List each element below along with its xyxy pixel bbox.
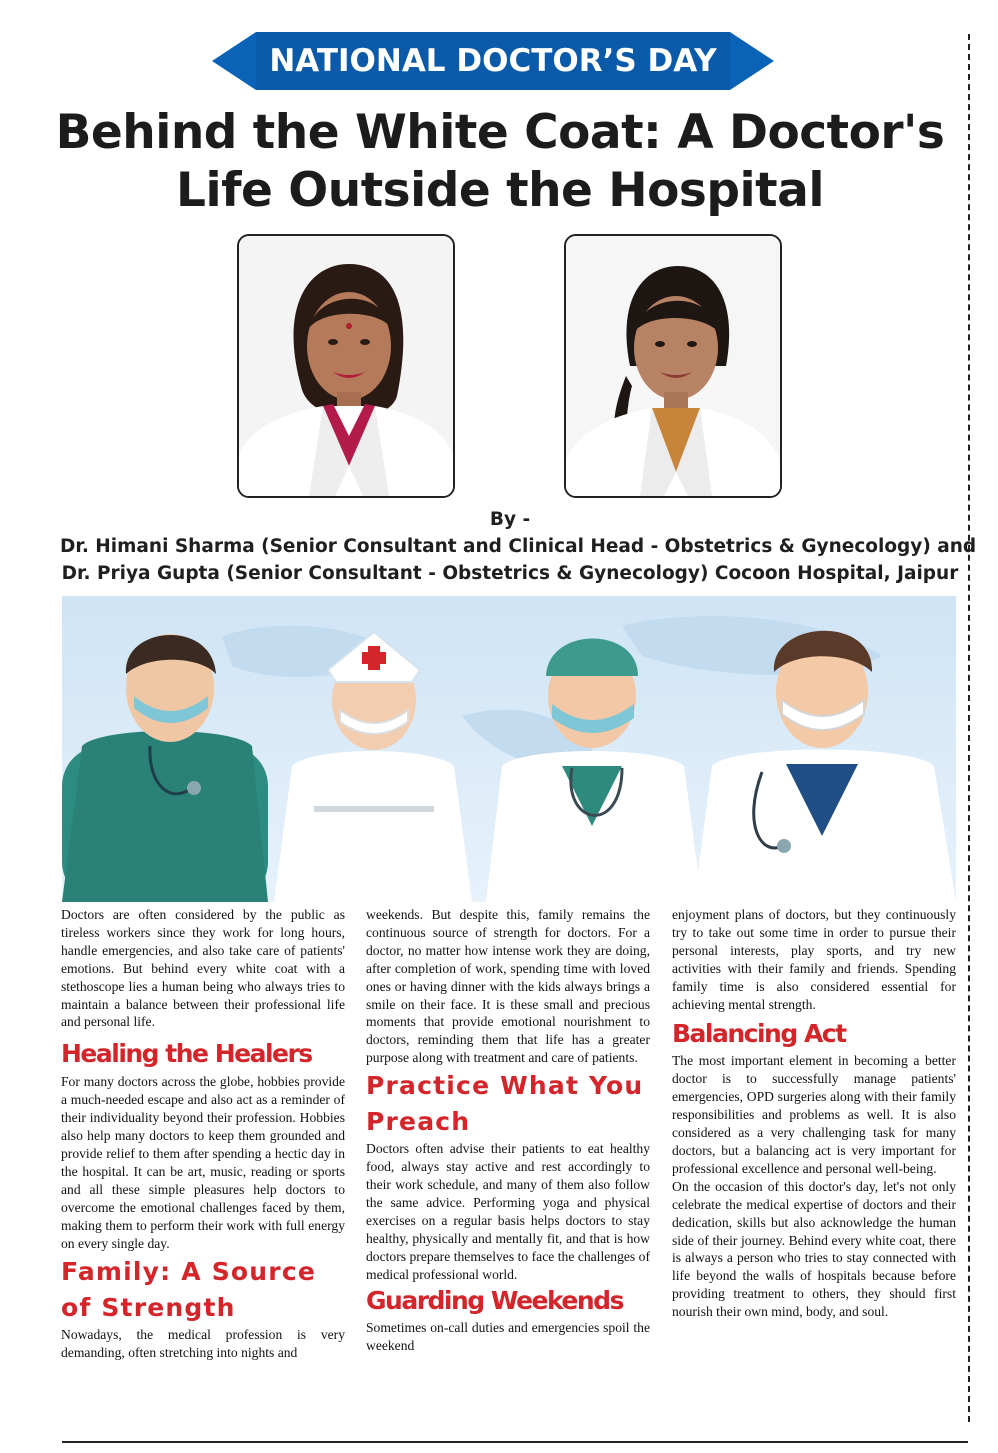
col3-para-1: enjoyment plans of doctors, but they continuously try to take out some time in order to pursue their personal interests, play sports, and try new activities with their family and friends. Spending family time is also considered essential for achieving mental strength. <box>672 907 956 1012</box>
hero-illustration-doctors <box>62 596 956 902</box>
bottom-rule <box>62 1441 968 1443</box>
section-banner <box>212 30 774 92</box>
heading-balancing-act: Balancing Act <box>672 1019 846 1049</box>
heading-practice-what-you-preach: Practice What You Preach <box>366 1071 644 1137</box>
article-column-2 <box>366 906 650 1355</box>
heading-healing-the-healers: Healing the Healers <box>61 1039 312 1069</box>
byline-author-1: Dr. Himani Sharma (Senior Consultant and Clinical Head - Obstetrics & Gynecology) and <box>60 536 977 557</box>
col2-para-3: Sometimes on-call duties and emergencies spoil the weekend <box>366 1320 650 1354</box>
page-edge-dashed-rule <box>968 34 970 1422</box>
col3-para-2: The most important element in becoming a better doctor is to successfully manage patients' emergencies, OPD surgeries along with their family responsibilities and problems as well. It is also considered as a very challenging task for many doctors, but a balancing act is very important for professional excellence and personal well-being. <box>672 1053 956 1176</box>
portrait-photo-1 <box>239 236 453 496</box>
col2-para-1: weekends. But despite this, family remains the continuous source of strength for doctors. For a doctor, no matter how intense work they are doing, after completion of work, spending time with loved ones or having dinner with the kids always brings a smile on their face. It is these small and precious moments that provide emotional nourishment to doctors, reminding them that life has a greater purpose along with treatment and care of patients. <box>366 907 650 1066</box>
portrait-priya-gupta <box>564 234 782 498</box>
headline-line-2: Life Outside the Hospital <box>176 163 824 218</box>
doctors-illustration <box>62 596 956 902</box>
col3-para-3: On the occasion of this doctor's day, let's not only celebrate the medical expertise of doctors and their dedication, skills but also acknowledge the human side of their journey. Behind every white coat, there is always a person who tries to stay connected with life beyond the walls of hospitals because before providing treatment to others, they should first nourish their own mind, body, and soul. <box>672 1178 956 1320</box>
col1-para-2: Nowadays, the medical profession is very demanding, often stretching into nights and <box>61 1327 345 1361</box>
byline-author-2: Dr. Priya Gupta (Senior Consultant - Obstetrics & Gynecology) Cocoon Hospital, Jaipur <box>61 563 959 584</box>
col1-intro: Doctors are often considered by the public as tireless workers since they work for long hours, handle emergencies, and also take care of patients' emotions. But behind every white coat with a stethoscope lies a human being who always tries to maintain a balance between their professional life and personal life. <box>61 907 345 1030</box>
portrait-photo-2 <box>566 236 780 496</box>
banner-label: NATIONAL DOCTOR’S DAY <box>269 43 717 79</box>
heading-family-source-of-strength: Family: A Source of Strength <box>61 1257 317 1323</box>
col1-para-1: For many doctors across the globe, hobbies provide a much-needed escape and also act as a reminder of their individuality beyond their profession. Hobbies also help many doctors to keep them grounded and provide relief to them after spending a hectic day in the hospital. It can be art, music, reading or sports and all these simple pleasures help doctors to overcome the emotional challenges faced by them, making them to perform their work with full energy on every single day. <box>61 1074 345 1251</box>
portrait-himani-sharma <box>237 234 455 498</box>
col2-para-2: Doctors often advise their patients to eat healthy food, always stay active and rest accordingly to their work schedule, and many of them also follow the same advice. Performing yoga and physical exercises on a regular basis helps doctors to stay healthy, physically and mentally fit, and that is how doctors prepare themselves to face the challenges of medical professional world. <box>366 1141 650 1282</box>
article-headline <box>30 104 970 220</box>
heading-guarding-weekends: Guarding Weekends <box>366 1286 623 1316</box>
article-column-1 <box>61 906 345 1362</box>
article-byline <box>60 506 977 587</box>
article-column-3 <box>672 906 956 1321</box>
headline-line-1: Behind the White Coat: A Doctor's <box>55 105 945 160</box>
byline-prefix: By - <box>489 509 531 530</box>
